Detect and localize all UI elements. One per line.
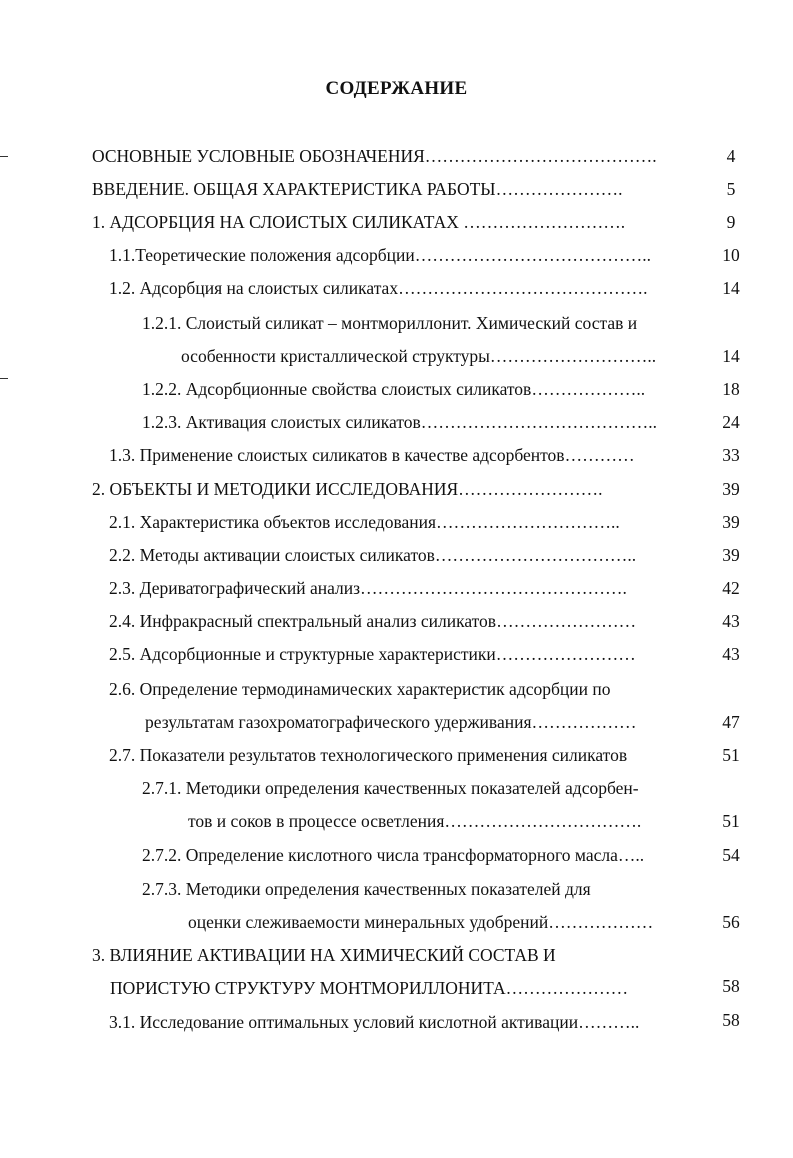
- toc-entry[interactable]: [109, 577, 627, 599]
- toc-entry-text-continued: особенности кристаллической структуры………………………..: [181, 346, 657, 366]
- toc-entry[interactable]: [92, 211, 625, 233]
- toc-title: СОДЕРЖАНИЕ: [325, 78, 468, 99]
- toc-page-number: 43: [722, 644, 740, 664]
- toc-page-number: 39: [722, 512, 740, 532]
- toc-entry[interactable]: [142, 878, 653, 933]
- scan-mark: [0, 156, 8, 157]
- toc-page-number: 18: [722, 379, 740, 399]
- toc-entry-text: 2.6. Определение термодинамических характеристик адсорбции по: [109, 679, 611, 699]
- toc-page-number: 56: [722, 912, 740, 932]
- toc-page-number: 54: [722, 845, 740, 865]
- toc-entry-text-continued: тов и соков в процессе осветления…………………………….: [188, 811, 642, 831]
- toc-entry[interactable]: [109, 1011, 639, 1033]
- toc-entry-text: 2.5. Адсорбционные и структурные характеристики……………………: [109, 644, 636, 664]
- toc-entry-text: 3.1. Исследование оптимальных условий кислотной активации………..: [109, 1012, 640, 1032]
- toc-entry-text-continued: ПОРИСТУЮ СТРУКТУРУ МОНТМОРИЛЛОНИТА…………………: [110, 978, 629, 998]
- toc-entry-text-continued: оценки слеживаемости минеральных удобрений………………: [188, 912, 654, 932]
- toc-page-number: 58: [722, 1010, 740, 1030]
- toc-entry[interactable]: [109, 678, 637, 733]
- toc-entry-text: 2.7.1. Методики определения качественных показателей адсорбен-: [142, 778, 639, 798]
- toc-entry-text: 2.7.3. Методики определения качественных показателей для: [142, 879, 591, 899]
- toc-entry[interactable]: [142, 777, 641, 832]
- toc-entry-text: 2.4. Инфракрасный спектральный анализ силикатов……………………: [109, 611, 637, 631]
- toc-page-number: 42: [722, 578, 740, 598]
- toc-entry-text: 2.3. Дериватографический анализ……………………………………….: [109, 578, 627, 598]
- toc-entry[interactable]: [92, 944, 628, 999]
- toc-entry[interactable]: [109, 511, 620, 533]
- toc-entry[interactable]: [92, 178, 622, 200]
- toc-entry[interactable]: [109, 244, 651, 266]
- toc-entry-text: ВВЕДЕНИЕ. ОБЩАЯ ХАРАКТЕРИСТИКА РАБОТЫ………………….: [92, 179, 623, 199]
- toc-page-number: 39: [722, 545, 740, 565]
- toc-entry[interactable]: [109, 610, 636, 632]
- toc-entry[interactable]: [142, 378, 645, 400]
- toc-entry-text: 1.1.Теоретические положения адсорбции…………………………………..: [109, 245, 652, 265]
- toc-entry-text: 1.2.2. Адсорбционные свойства слоистых силикатов………………..: [142, 379, 646, 399]
- toc-page-number: 10: [722, 245, 740, 265]
- toc-entry-text-continued: результатам газохроматографического удерживания………………: [145, 712, 637, 732]
- toc-entry[interactable]: [109, 444, 635, 466]
- toc-entry[interactable]: [142, 312, 656, 367]
- toc-entry[interactable]: [142, 844, 644, 866]
- toc-entry[interactable]: [109, 744, 627, 766]
- toc-entry[interactable]: [109, 277, 647, 299]
- toc-entry-text: 1.2.3. Активация слоистых силикатов…………………………………..: [142, 412, 658, 432]
- toc-page-number: 14: [722, 278, 740, 298]
- toc-entry-text: 2. ОБЪЕКТЫ И МЕТОДИКИ ИССЛЕДОВАНИЯ…………………….: [92, 479, 603, 499]
- toc-page-number: 5: [726, 179, 736, 199]
- toc-page-number: 47: [722, 712, 740, 732]
- toc-entry[interactable]: [109, 544, 636, 566]
- toc-entry[interactable]: [142, 411, 657, 433]
- toc-page-number: 14: [722, 346, 740, 366]
- toc-page-number: 58: [722, 976, 740, 996]
- toc-page-number: 24: [722, 412, 740, 432]
- toc-page-number: 51: [722, 811, 740, 831]
- toc-entry-text: 1.2.1. Слоистый силикат – монтмориллонит. Химический состав и: [142, 313, 638, 333]
- toc-page-number: 43: [722, 611, 740, 631]
- toc-entry-text: 2.7. Показатели результатов технологического применения силикатов: [109, 745, 628, 765]
- toc-page-number: 4: [726, 146, 736, 166]
- toc-entry-text: 1.3. Применение слоистых силикатов в качестве адсорбентов…………: [109, 445, 635, 465]
- toc-entry[interactable]: [109, 643, 636, 665]
- scan-mark: [0, 378, 8, 379]
- toc-page-number: 51: [722, 745, 740, 765]
- toc-page-number: 33: [722, 445, 740, 465]
- toc-entry[interactable]: [92, 478, 603, 500]
- toc-entry[interactable]: [92, 145, 657, 167]
- toc-entry-text: 1.2. Адсорбция на слоистых силикатах…………………………………….: [109, 278, 648, 298]
- toc-page-number: 39: [722, 479, 740, 499]
- toc-entry-text: 2.2. Методы активации слоистых силикатов……………………………..: [109, 545, 637, 565]
- toc-entry-text: 2.1. Характеристика объектов исследования…………………………..: [109, 512, 620, 532]
- toc-entry-text: 3. ВЛИЯНИЕ АКТИВАЦИИ НА ХИМИЧЕСКИЙ СОСТАВ И: [92, 945, 556, 965]
- toc-page-number: 9: [726, 212, 736, 232]
- toc-entry-text: 2.7.2. Определение кислотного числа трансформаторного масла…..: [142, 845, 645, 865]
- toc-entry-text: 1. АДСОРБЦИЯ НА СЛОИСТЫХ СИЛИКАТАХ ……………………….: [92, 212, 626, 232]
- toc-entry-text: ОСНОВНЫЕ УСЛОВНЫЕ ОБОЗНАЧЕНИЯ………………………………….: [92, 146, 657, 166]
